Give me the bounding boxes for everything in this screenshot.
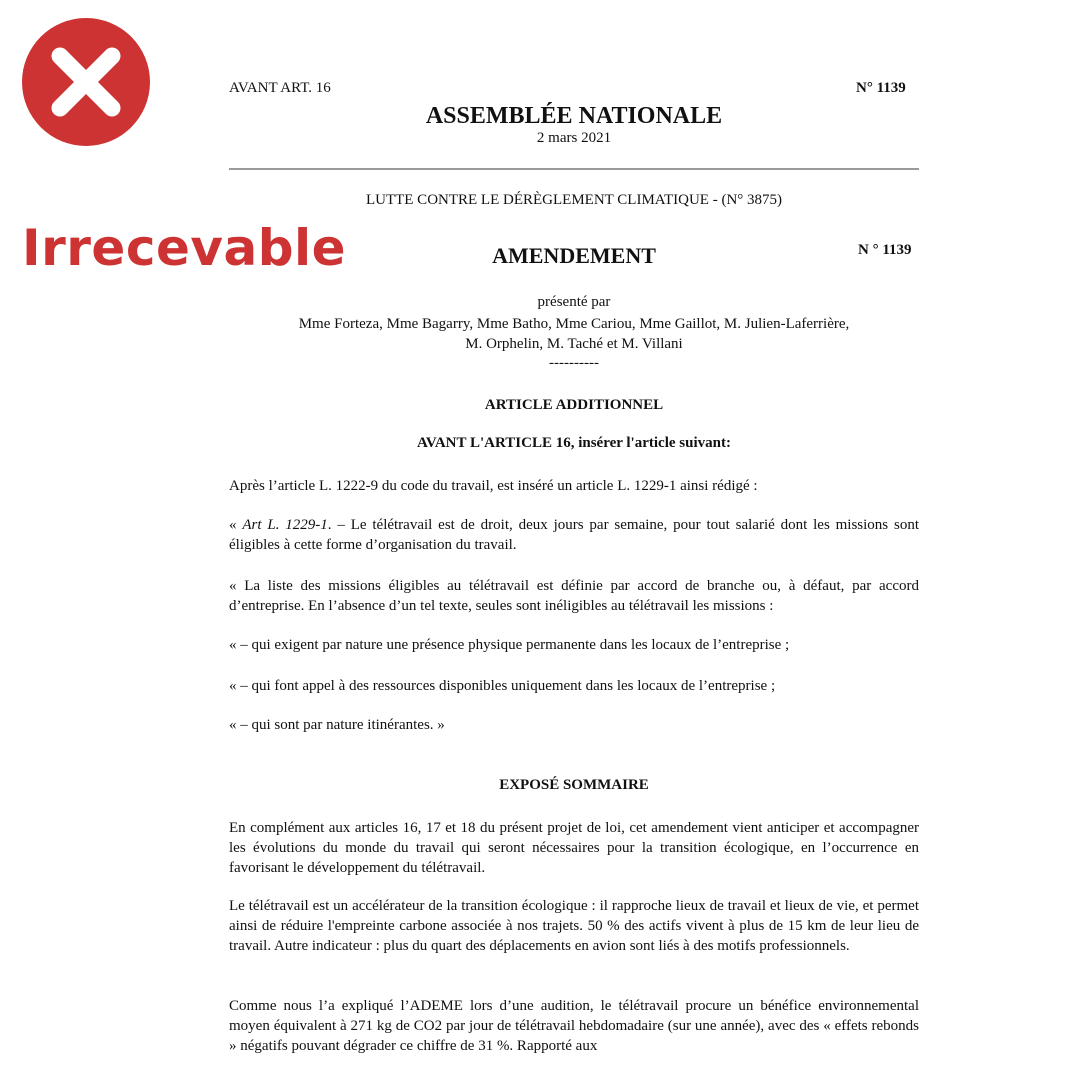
- expose-heading: EXPOSÉ SOMMAIRE: [499, 777, 649, 793]
- header-divider: [229, 168, 919, 170]
- separator: ----------: [549, 355, 599, 371]
- quote-mark: «: [229, 517, 243, 533]
- article-heading: ARTICLE ADDITIONNEL: [484, 397, 664, 413]
- expose-paragraph-2: Le télétravail est un accélérateur de la transition écologique : il rapproche lieux de travail et lieux de vie, et permet ainsi de réduire l'empreinte carbone associée à nos trajets. 50 % des actifs vivent à plus de 15 km de leur lieu de travail. Autre indicateur : plus du quart des déplacements en avion sont liés à des motifs professionnels.: [229, 898, 919, 954]
- article-instruction: AVANT L'ARTICLE 16, insérer l'article suivant:: [417, 435, 731, 451]
- expose-paragraph-3: Comme nous l’a expliqué l’ADEME lors d’une audition, le télétravail procure un bénéfice environnemental moyen équivalent à 271 kg de CO2 par jour de télétravail hebdomadaire (sur une année), avec des « effets rebonds » négatifs pouvant dégrader ce chiffre de 31 %. Rapporté aux: [229, 998, 919, 1054]
- irrecevable-stamp: Irrecevable: [22, 219, 347, 277]
- document-type: AMENDEMENT: [492, 243, 656, 268]
- close-x-icon: [22, 18, 150, 146]
- authors-line-1: Mme Forteza, Mme Bagarry, Mme Batho, Mme Cariou, Mme Gaillot, M. Julien-Laferrière,: [298, 316, 850, 332]
- authors-line-2: M. Orphelin, M. Taché et M. Villani: [465, 336, 683, 352]
- presented-by-label: présenté par: [537, 294, 611, 310]
- document-date: 2 mars 2021: [536, 130, 612, 146]
- rejected-badge: [22, 18, 150, 146]
- article-paragraph-1: [229, 515, 919, 555]
- article-item-3: « – qui sont par nature itinérantes. »: [229, 717, 445, 733]
- article-reference: AVANT ART. 16: [229, 80, 331, 96]
- article-paragraph-2: « La liste des missions éligibles au télétravail est définie par accord de branche ou, à défaut, par accord d’entreprise. En l’absence d’un tel texte, seules sont inéligibles au télétravail les missions :: [229, 578, 919, 614]
- article-reference-code: Art L. 1229-1: [242, 517, 328, 533]
- article-item-2: « – qui font appel à des ressources disponibles uniquement dans les locaux de l’entreprise ;: [229, 678, 776, 694]
- article-paragraph-1-text: . – Le télétravail est de droit, deux jours par semaine, pour tout salarié dont les missions sont éligibles à cette forme d’organisation du travail.: [229, 517, 919, 553]
- institution-title: ASSEMBLÉE NATIONALE: [425, 103, 723, 129]
- amendment-number-top: N° 1139: [856, 80, 906, 96]
- bill-title: LUTTE CONTRE LE DÉRÈGLEMENT CLIMATIQUE - (N° 3875): [365, 192, 783, 208]
- article-item-1: « – qui exigent par nature une présence physique permanente dans les locaux de l’entreprise ;: [229, 637, 790, 653]
- amendment-number: N ° 1139: [858, 242, 912, 258]
- article-intro: Après l’article L. 1222-9 du code du travail, est inséré un article L. 1229-1 ainsi rédigé :: [229, 478, 758, 494]
- expose-paragraph-1: En complément aux articles 16, 17 et 18 du présent projet de loi, cet amendement vient anticiper et accompagner les évolutions du monde du travail qui seront nécessaires pour la transition écologique, en l’occurrence en favorisant le développement du télétravail.: [229, 820, 919, 876]
